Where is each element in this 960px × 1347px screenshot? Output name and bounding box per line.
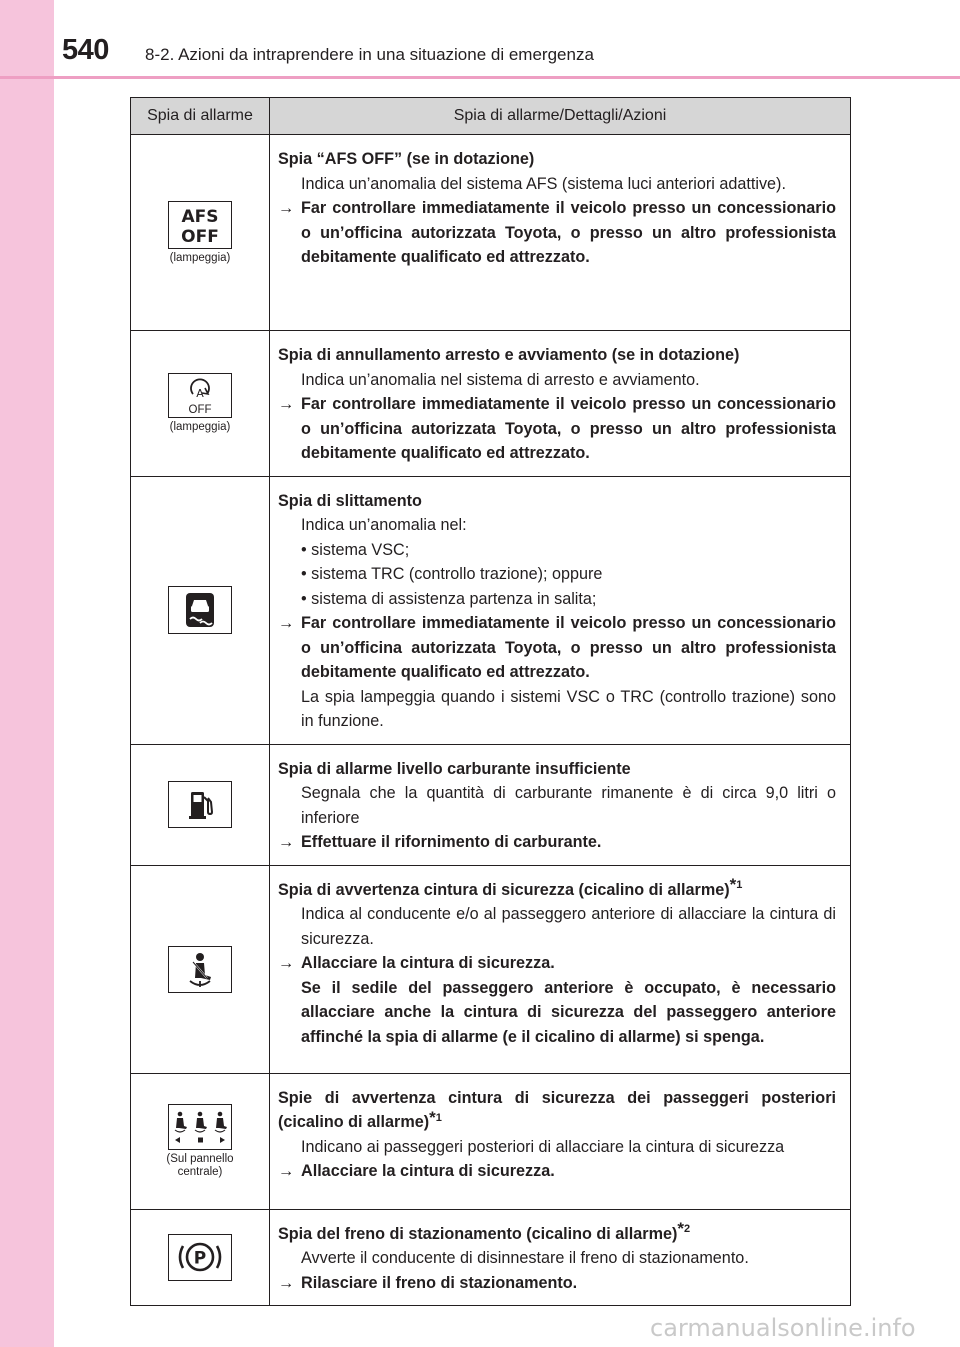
arrow-icon: →: [278, 833, 295, 851]
side-color-strip: [0, 0, 54, 1347]
icon-cell: [131, 1209, 270, 1306]
row-action: [278, 1159, 836, 1184]
row-title-text: Spia del freno di stazionamento (cicalino di allarme): [278, 1224, 678, 1243]
row-description: Indica al conducente e/o al passeggero anteriore di allacciare la cintura di sicurezza.: [301, 905, 836, 948]
row-title: [278, 1219, 836, 1247]
table-header-row: [131, 98, 851, 135]
details-cell: [270, 1073, 851, 1209]
row-action: [278, 611, 836, 685]
arrow-icon: →: [278, 395, 295, 413]
afs-off-icon: [168, 201, 232, 249]
row-title-text: Spia di avvertenza cintura di sicurezza (cicalino di allarme): [278, 880, 730, 899]
row-title: Spia “AFS OFF” (se in dotazione): [278, 150, 535, 168]
icon-cell: [131, 1073, 270, 1209]
section-title: 8-2. Azioni da intraprendere in una situazione di emergenza: [145, 45, 594, 64]
action-text: Allacciare la cintura di sicurezza.: [301, 1162, 555, 1180]
icon-caption: (Sul pannello centrale): [166, 1152, 234, 1178]
details-cell: [270, 1209, 851, 1306]
row-title: Spia di annullamento arresto e avviamento (se in dotazione): [278, 346, 740, 364]
parking-p-letter: P: [193, 1248, 207, 1269]
row-action: [278, 1271, 836, 1296]
footnote-number: 1: [736, 879, 743, 892]
off-icon-text: OFF: [188, 403, 212, 416]
icon-cell: [131, 865, 270, 1073]
off-icon-text: OFF: [181, 226, 219, 247]
list-item: • sistema TRC (controllo trazione); oppure: [301, 565, 603, 583]
arrow-icon: →: [278, 1273, 295, 1292]
row-action: [278, 196, 836, 270]
details-cell: [270, 135, 851, 331]
footnote-star-icon: *: [677, 1219, 685, 1239]
list-item: • sistema VSC;: [301, 540, 410, 559]
table-row: [131, 331, 851, 477]
row-action-extra: Se il sedile del passeggero anteriore è occupato, è necessario allacciare anche la cintura di sicurezza del passeggero anteriore affinché la spia di allarme (e il cicalino di allarme) si spenga.: [301, 978, 836, 1046]
action-text: Far controllare immediatamente il veicolo presso un concessionario o un’officina autorizzata Toyota, o presso un altro professionista debitamente qualificato ed attrezzato.: [301, 614, 836, 681]
footnote-marker: [677, 1219, 691, 1239]
arrow-icon: →: [278, 199, 295, 217]
icon-caption: (lampeggia): [169, 420, 231, 433]
row-action: [278, 392, 836, 466]
icon-cell: [131, 331, 270, 477]
table-row: [131, 135, 851, 331]
details-cell: [270, 865, 851, 1073]
warning-lights-table: [130, 97, 851, 1306]
icon-caption: (lampeggia): [169, 251, 231, 264]
icon-cell: [131, 744, 270, 865]
row-title: Spia di allarme livello carburante insufficiente: [278, 759, 631, 778]
icon-cell: [131, 135, 270, 331]
details-cell: [270, 331, 851, 477]
stop-start-off-icon: [168, 373, 232, 418]
action-text: Far controllare immediatamente il veicolo presso un concessionario o un’officina autorizzata Toyota, o presso un altro professionista debitamente qualificato ed attrezzato.: [301, 199, 836, 266]
row-title-text: Spie di avvertenza cintura di sicurezza dei passeggeri posteriori (cicalino di allarme): [278, 1088, 836, 1131]
afs-icon-text: AFS: [181, 206, 219, 227]
seatbelt-reminder-icon: [168, 946, 232, 993]
row-action: [278, 830, 836, 855]
fuel-pump-icon: [168, 781, 232, 828]
footnote-marker: [429, 1107, 442, 1127]
footnote-star-icon: *: [729, 875, 737, 895]
row-description: Indica un’anomalia nel sistema di arresto e avviamento.: [301, 370, 700, 389]
action-text: Far controllare immediatamente il veicolo presso un concessionario o un’officina autorizzata Toyota, o presso un altro professionista debitamente qualificato ed attrezzato.: [301, 395, 836, 462]
details-cell: [270, 476, 851, 744]
footnote-number: 2: [684, 1223, 691, 1236]
rear-seatbelt-reminder-icon: [168, 1104, 232, 1150]
table-row: [131, 744, 851, 865]
table-row: [131, 1209, 851, 1306]
action-text: Allacciare la cintura di sicurezza.: [301, 954, 555, 972]
row-description: Avverte il conducente di disinnestare il freno di stazionamento.: [301, 1249, 749, 1267]
action-text: Rilasciare il freno di stazionamento.: [301, 1273, 578, 1292]
row-title: [278, 1086, 836, 1135]
action-text: Effettuare il rifornimento di carburante.: [301, 833, 602, 851]
column-header-warning-light: Spia di allarme: [131, 98, 270, 135]
row-description: Indica un’anomalia nel:: [301, 516, 467, 534]
footnote-number: 1: [435, 1111, 442, 1124]
row-action: [278, 951, 836, 976]
row-description: Indicano ai passeggeri posteriori di allacciare la cintura di sicurezza: [301, 1137, 785, 1156]
arrow-icon: →: [278, 1162, 295, 1180]
slip-indicator-icon: [168, 586, 232, 634]
page-number: 540: [62, 34, 109, 66]
row-description: Segnala che la quantità di carburante rimanente è di circa 9,0 litri o inferiore: [301, 784, 836, 827]
footnote-marker: [729, 875, 743, 895]
column-header-details: Spia di allarme/Dettagli/Azioni: [270, 98, 851, 135]
arrow-icon: →: [278, 614, 295, 632]
row-title: [278, 875, 836, 903]
table-row: [131, 476, 851, 744]
row-note: La spia lampeggia quando i sistemi VSC o TRC (controllo trazione) sono in funzione.: [301, 687, 836, 730]
table-row: [131, 865, 851, 1073]
parking-brake-icon: [168, 1234, 232, 1281]
details-cell: [270, 744, 851, 865]
stop-start-letter: A: [196, 386, 204, 400]
table-row: [131, 1073, 851, 1209]
icon-cell: [131, 476, 270, 744]
row-description: Indica un’anomalia del sistema AFS (sistema luci anteriori adattive).: [301, 174, 786, 193]
header-rule: [0, 76, 960, 79]
list-item: • sistema di assistenza partenza in salita;: [301, 589, 597, 608]
site-watermark: carmanualsonline.info: [650, 1314, 916, 1342]
footnote-star-icon: *: [429, 1107, 436, 1127]
row-title: Spia di slittamento: [278, 491, 422, 510]
arrow-icon: →: [278, 954, 295, 972]
